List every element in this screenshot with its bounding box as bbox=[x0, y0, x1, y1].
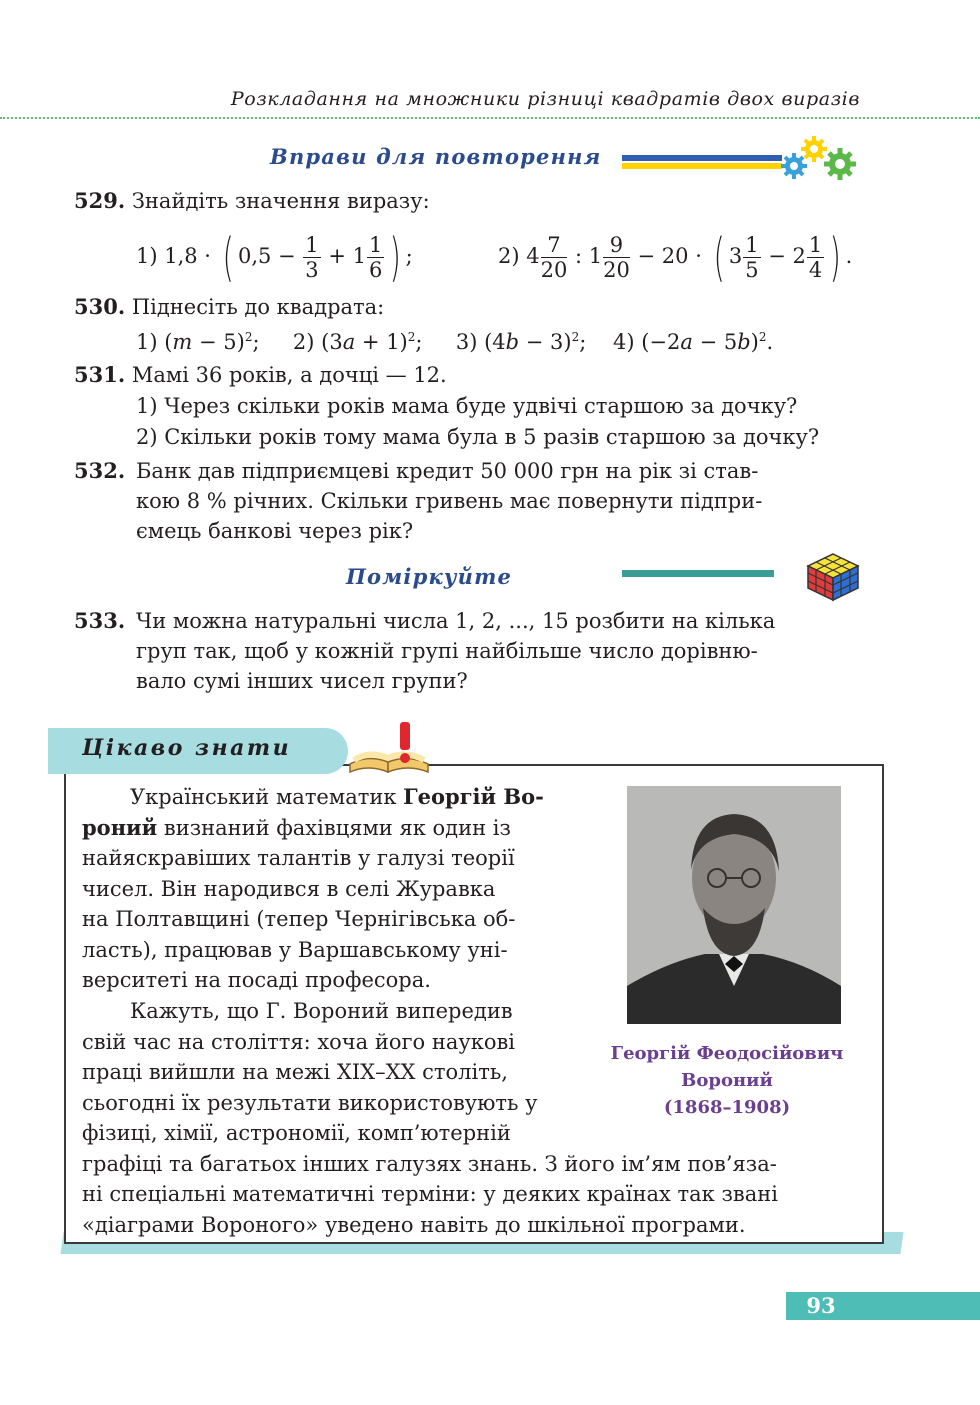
exercise-533 bbox=[74, 606, 125, 636]
expression-529-2: 2) 4 $\frac{7}{20}$ : 1 $\frac{9}{20}$ − 20 · ( 3 $\frac{1}{5}$ − 2 $\frac{1}{4}$ ) . bbox=[498, 227, 853, 288]
text-fragment: Український математик bbox=[130, 785, 404, 809]
exercise-text: Мамі 36 років, а дочці — 12. bbox=[131, 363, 447, 387]
person-name-bold: Георгій Во- bbox=[403, 784, 544, 809]
exercise-text: Знайдіть значення виразу: bbox=[131, 189, 430, 213]
text-fragment: визнаний фахівцями як один із bbox=[157, 815, 511, 840]
exercise-533-line3: вало сумі інших чисел групи? bbox=[136, 669, 468, 693]
header-divider bbox=[0, 117, 980, 119]
section-title-think: Поміркуйте bbox=[346, 564, 513, 589]
exercise-532-line2: кою 8 % річних. Скільки гривень має повернути підпри- bbox=[136, 489, 763, 513]
text-line: верситеті на посаді професора. bbox=[82, 968, 431, 992]
expression-529-1: 1) 1,8 · ( 0,5 − $\frac{1}{3}$ + 1 $\frac{1}{6}$ ) ; bbox=[136, 227, 413, 288]
exercise-531-q1: 1) Через скільки років мама буде удвічі старшою за дочку? bbox=[136, 394, 798, 418]
exercise-number: 529. bbox=[74, 188, 126, 213]
expression-530: 1) $(m - 5)^2$; 2) $(3a + 1)^2$; 3) $(4b - 3)^2$; 4) $(-2a - 5b)^2$. bbox=[136, 330, 774, 354]
text-line: сьогодні їх результати використовують у bbox=[82, 1090, 538, 1115]
portrait-caption bbox=[600, 1040, 854, 1121]
text-line: найяскравіших талантів у галузі теорії bbox=[82, 846, 515, 870]
exercise-531-q2: 2) Скільки років тому мама була в 5 разів старшою за дочку? bbox=[136, 425, 820, 449]
exercise-532-line1: Банк дав підприємцеві кредит 50 000 грн на рік зі став- bbox=[136, 459, 759, 483]
text-line: праці вийшли на межі XIX–XX століть, bbox=[82, 1060, 508, 1084]
text-line: графіці та багатьох інших галузях знань. З його ім’ям пов’яза- bbox=[82, 1151, 777, 1176]
text-line: чисел. Він народився в селі Журавка bbox=[82, 876, 496, 901]
text-line: на Полтавщині (тепер Чернігівська об- bbox=[82, 907, 516, 931]
page-number: 93 bbox=[806, 1293, 836, 1318]
person-name-bold: роний bbox=[82, 814, 158, 840]
text-line: свій час на століття: хоча його наукові bbox=[82, 1029, 516, 1054]
book-exclamation-icon bbox=[344, 720, 434, 776]
caption-line: Вороний bbox=[681, 1070, 773, 1091]
section-title-review: Вправи для повторення bbox=[270, 144, 602, 169]
text-line: «діаграми Вороного» уведено навіть до шкільної програми. bbox=[82, 1212, 746, 1237]
exercise-529 bbox=[74, 186, 430, 216]
rubiks-cube-icon bbox=[806, 552, 860, 602]
running-head: Розкладання на множники різниці квадратів двох виразів bbox=[230, 88, 860, 110]
caption-line: (1868–1908) bbox=[663, 1097, 791, 1118]
info-paragraph-1 bbox=[82, 782, 592, 996]
ukraine-flag-bar bbox=[622, 155, 782, 169]
text-line: Кажуть, що Г. Вороний випередив bbox=[130, 999, 513, 1023]
text-line: ласть), працював у Варшавському уні- bbox=[82, 937, 508, 962]
exercise-531 bbox=[74, 360, 447, 390]
caption-line: Георгій Феодосійович bbox=[610, 1043, 844, 1064]
exercise-number: 532. bbox=[74, 458, 126, 483]
exercise-number: 530. bbox=[74, 294, 126, 319]
info-box-title: Цікаво знати bbox=[82, 735, 292, 761]
exercise-532-line3: ємець банкові через рік? bbox=[136, 519, 414, 543]
exercise-number: 533. bbox=[74, 608, 126, 633]
portrait-photo bbox=[627, 786, 841, 1024]
teal-bar bbox=[622, 570, 774, 577]
gears-icon bbox=[778, 134, 860, 184]
exercise-530 bbox=[74, 292, 384, 322]
exercise-number: 531. bbox=[74, 362, 126, 387]
text-line: фізиці, хімії, астрономії, комп’ютерній bbox=[82, 1121, 511, 1145]
exercise-532 bbox=[74, 456, 125, 486]
exercise-text: Піднесіть до квадрата: bbox=[131, 295, 385, 319]
text-line: ні спеціальні математичні терміни: у деяких країнах так звані bbox=[82, 1182, 778, 1206]
exercise-533-line2: груп так, щоб у кожній групі найбільше число дорівню- bbox=[136, 639, 758, 663]
exercise-533-line1: Чи можна натуральні числа 1, 2, ..., 15 розбити на кілька bbox=[136, 609, 776, 633]
